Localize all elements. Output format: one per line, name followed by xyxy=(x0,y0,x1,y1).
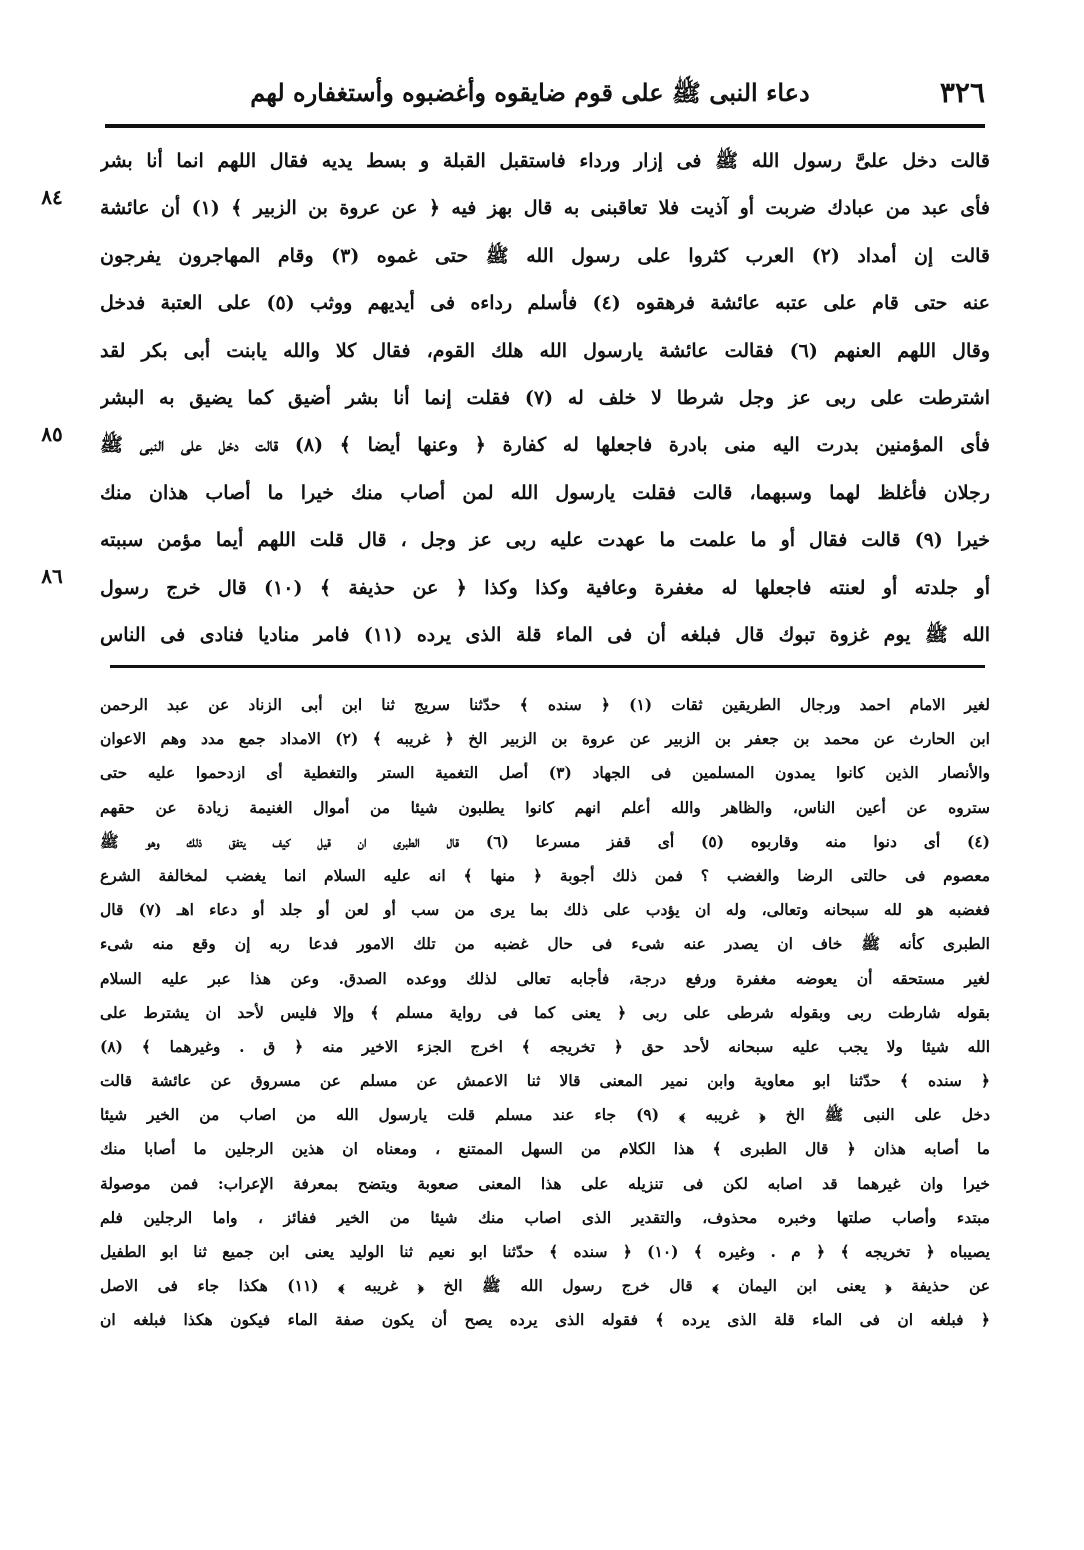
main-text-line: قالت إن أمداد (٢) العرب كثروا على رسول الله ﷺ حتى غموه (٣) وقام المهاجرون يفرجون xyxy=(100,244,990,267)
footnote-line: دخل على النبى ﷺ الخ ﴿ غريبه ﴾ (٩) جاء عند مسلم قلت يارسول الله من اصاب من الخير شيئا xyxy=(100,1105,990,1125)
main-text-line: عنه حتى قام على عتبه عائشة فرهقوه (٤) فأسلم رداءه فى أيديهم ووثب (٥) على العتبة فدخل xyxy=(100,292,990,315)
header-rule xyxy=(105,124,985,128)
main-text-line: خيرا (٩) قالت فقال أو ما علمت ما عهدت عليه ربى عز وجل ، قال قلت اللهم أيما مؤمن سببته xyxy=(100,529,990,552)
footnote-line: ستروه عن أعين الناس، والظاهر والله أعلم انهم كانوا يطلبون شيئا من أموال الغنيمة زيادة عن حقهم xyxy=(100,797,990,817)
footnotes xyxy=(100,688,990,1338)
running-title: دعاء النبى ﷺ على قوم ضايقوه وأغضبوه وأستغفاره لهم xyxy=(250,78,810,107)
footnote-line: ما أصابه هذان ﴿ قال الطبرى ﴾ هذا الكلام من السهل الممتنع ، ومعناه ان هذين الرجلين ما أصابا منك xyxy=(100,1139,990,1159)
footnote-line: الطبرى كأنه ﷺ خاف ان يصدر عنه شىء فى حال غضبه من تلك الامور فدعا ربه إن وقع منه شىء xyxy=(100,934,990,954)
footnote-line: ابن الحارث عن محمد بن جعفر بن الزبير عن عروة بن الزبير الخ ﴿ غريبه ﴾ (٢) الامداد جمع مدد وهم الاعوان xyxy=(100,729,990,749)
footnote-line: لغير الامام احمد ورجال الطريقين ثقات (١) ﴿ سنده ﴾ حدّثنا سريج ثنا ابن أبى الزناد عن عبد الرحمن xyxy=(100,695,990,714)
hadith-number: ٨٤ xyxy=(41,185,63,209)
footnote-line: معصوم فى حالتى الرضا والغضب ؟ فمن ذلك أجوبة ﴿ منها ﴾ انه عليه السلام انما يغضب لمخالفة الشرع xyxy=(100,865,990,885)
footnote-line: فغضبه هو لله سبحانه وتعالى، وله ان يؤدب على ذلك بما يرى من سب أو لعن أو جلد أو دعاء اهـ (٧) قال xyxy=(100,900,990,920)
main-text-line: الله ﷺ يوم غزوة تبوك قال فبلغه أن فى الماء قلة الذى يرده (١١) فامر مناديا فنادى فى الناس xyxy=(100,623,990,646)
page-header xyxy=(105,68,985,118)
footnote-line: يصيباه ﴿ تخريجه ﴾ ﴿ م . وغيره ﴾ (١٠) ﴿ سنده ﴾ حدّثنا ابو نعيم ثنا الوليد يعنى ابن جميع ثنا ابو الطفيل xyxy=(100,1242,990,1261)
main-text-line: وقال اللهم العنهم (٦) فقالت عائشة يارسول الله هلك القوم، فقال كلا والله يابنت أبى بكر لقد xyxy=(100,339,990,362)
footnote-line: الله شيئا ولا يجب عليه سبحانه لأحد حق ﴿ تخريجه ﴾ اخرج الجزء الاخير منه ﴿ ق . وغيرهما ﴾ (٨) xyxy=(100,1036,990,1056)
main-text-line: فأى عبد من عبادك ضربت أو آذيت فلا تعاقبنى به قال بهز فيه ﴿ عن عروة بن الزبير ﴾ (١) أن عائشة xyxy=(100,197,990,220)
main-text-line: اشترطت على ربى عز وجل شرطا لا خلف له (٧) فقلت إنما أنا بشر أضيق كما يضيق به البشر xyxy=(100,386,990,409)
main-text xyxy=(100,138,990,659)
hadith-number: ٨٥ xyxy=(41,422,63,446)
footnote-line: بقوله شارطت ربى وبقوله شرطى على ربى ﴿ يعنى كما فى رواية مسلم ﴾ وإلا فليس لأحد ان يشترط على xyxy=(100,1002,990,1022)
footnote-line: ﴿ سنده ﴾ حدّثنا ابو معاوية وابن نمير المعنى قالا ثنا الاعمش عن مسلم عن مسروق عن عائشة قالت xyxy=(100,1071,990,1091)
footnote-line: خيرا وان غيرهما قد اصابه لكن فى تنزيله على هذا المعنى صعوبة ويتضح بمعرفة الإعراب: فمن موصولة xyxy=(100,1173,990,1193)
main-text-line: أو جلدته أو لعنته فاجعلها له مغفرة وعافية وكذا وكذا ﴿ عن حذيفة ﴾ (١٠) قال خرج رسول xyxy=(100,576,990,599)
footnote-line: والأنصار الذين كانوا يمدون المسلمين فى الجهاد (٣) أصل التغمية الستر والتغطية أى ازدحموا عليه حتى xyxy=(100,763,990,783)
page-number: ٣٢٦ xyxy=(939,76,985,109)
footnote-line: (٤) أى دنوا منه وقاربوه (٥) أى قفز مسرعا (٦) قال الطبرى ان قيل كيف يتفق ذلك وهو ﷺ xyxy=(100,831,990,851)
footnote-line: ﴿ فبلغه ان فى الماء قلة الذى يرده ﴾ فقوله الذى يرده يصح أن يكون صفة الماء فيكون هكذا فبلغه ان xyxy=(100,1310,990,1330)
footnote-line: مبتدء وأصاب صلتها وخبره محذوف، والتقدير الذى اصاب منك شيئا من الخير ففائز ، واما الرجلين فلم xyxy=(100,1207,990,1227)
main-text-line: قالت دخل علىَّ رسول الله ﷺ فى إزار ورداء فاستقبل القبلة و بسط يديه فقال اللهم انما أنا بشر xyxy=(100,150,990,172)
main-text-line: فأى المؤمنين بدرت اليه منى بادرة فاجعلها له كفارة ﴿ وعنها أيضا ﴾ (٨) قالت دخل على النبى ﷺ xyxy=(100,434,990,457)
footnote-divider xyxy=(110,665,985,668)
footnote-line: لغير مستحقه أن يعوضه مغفرة ورفع درجة، فأجابه تعالى لذلك ووعده الصدق. وعن هذا عبر عليه السلام xyxy=(100,968,990,988)
hadith-number: ٨٦ xyxy=(41,564,63,588)
footnote-line: عن حذيفة ﴿ يعنى ابن اليمان ﴾ قال خرج رسول الله ﷺ الخ ﴿ غريبه ﴾ (١١) هكذا جاء فى الاصل xyxy=(100,1276,990,1296)
main-text-line: رجلان فأغلظ لهما وسبهما، قالت فقلت يارسول الله لمن أصاب منك خيرا ما أصاب هذان منك xyxy=(100,481,990,504)
